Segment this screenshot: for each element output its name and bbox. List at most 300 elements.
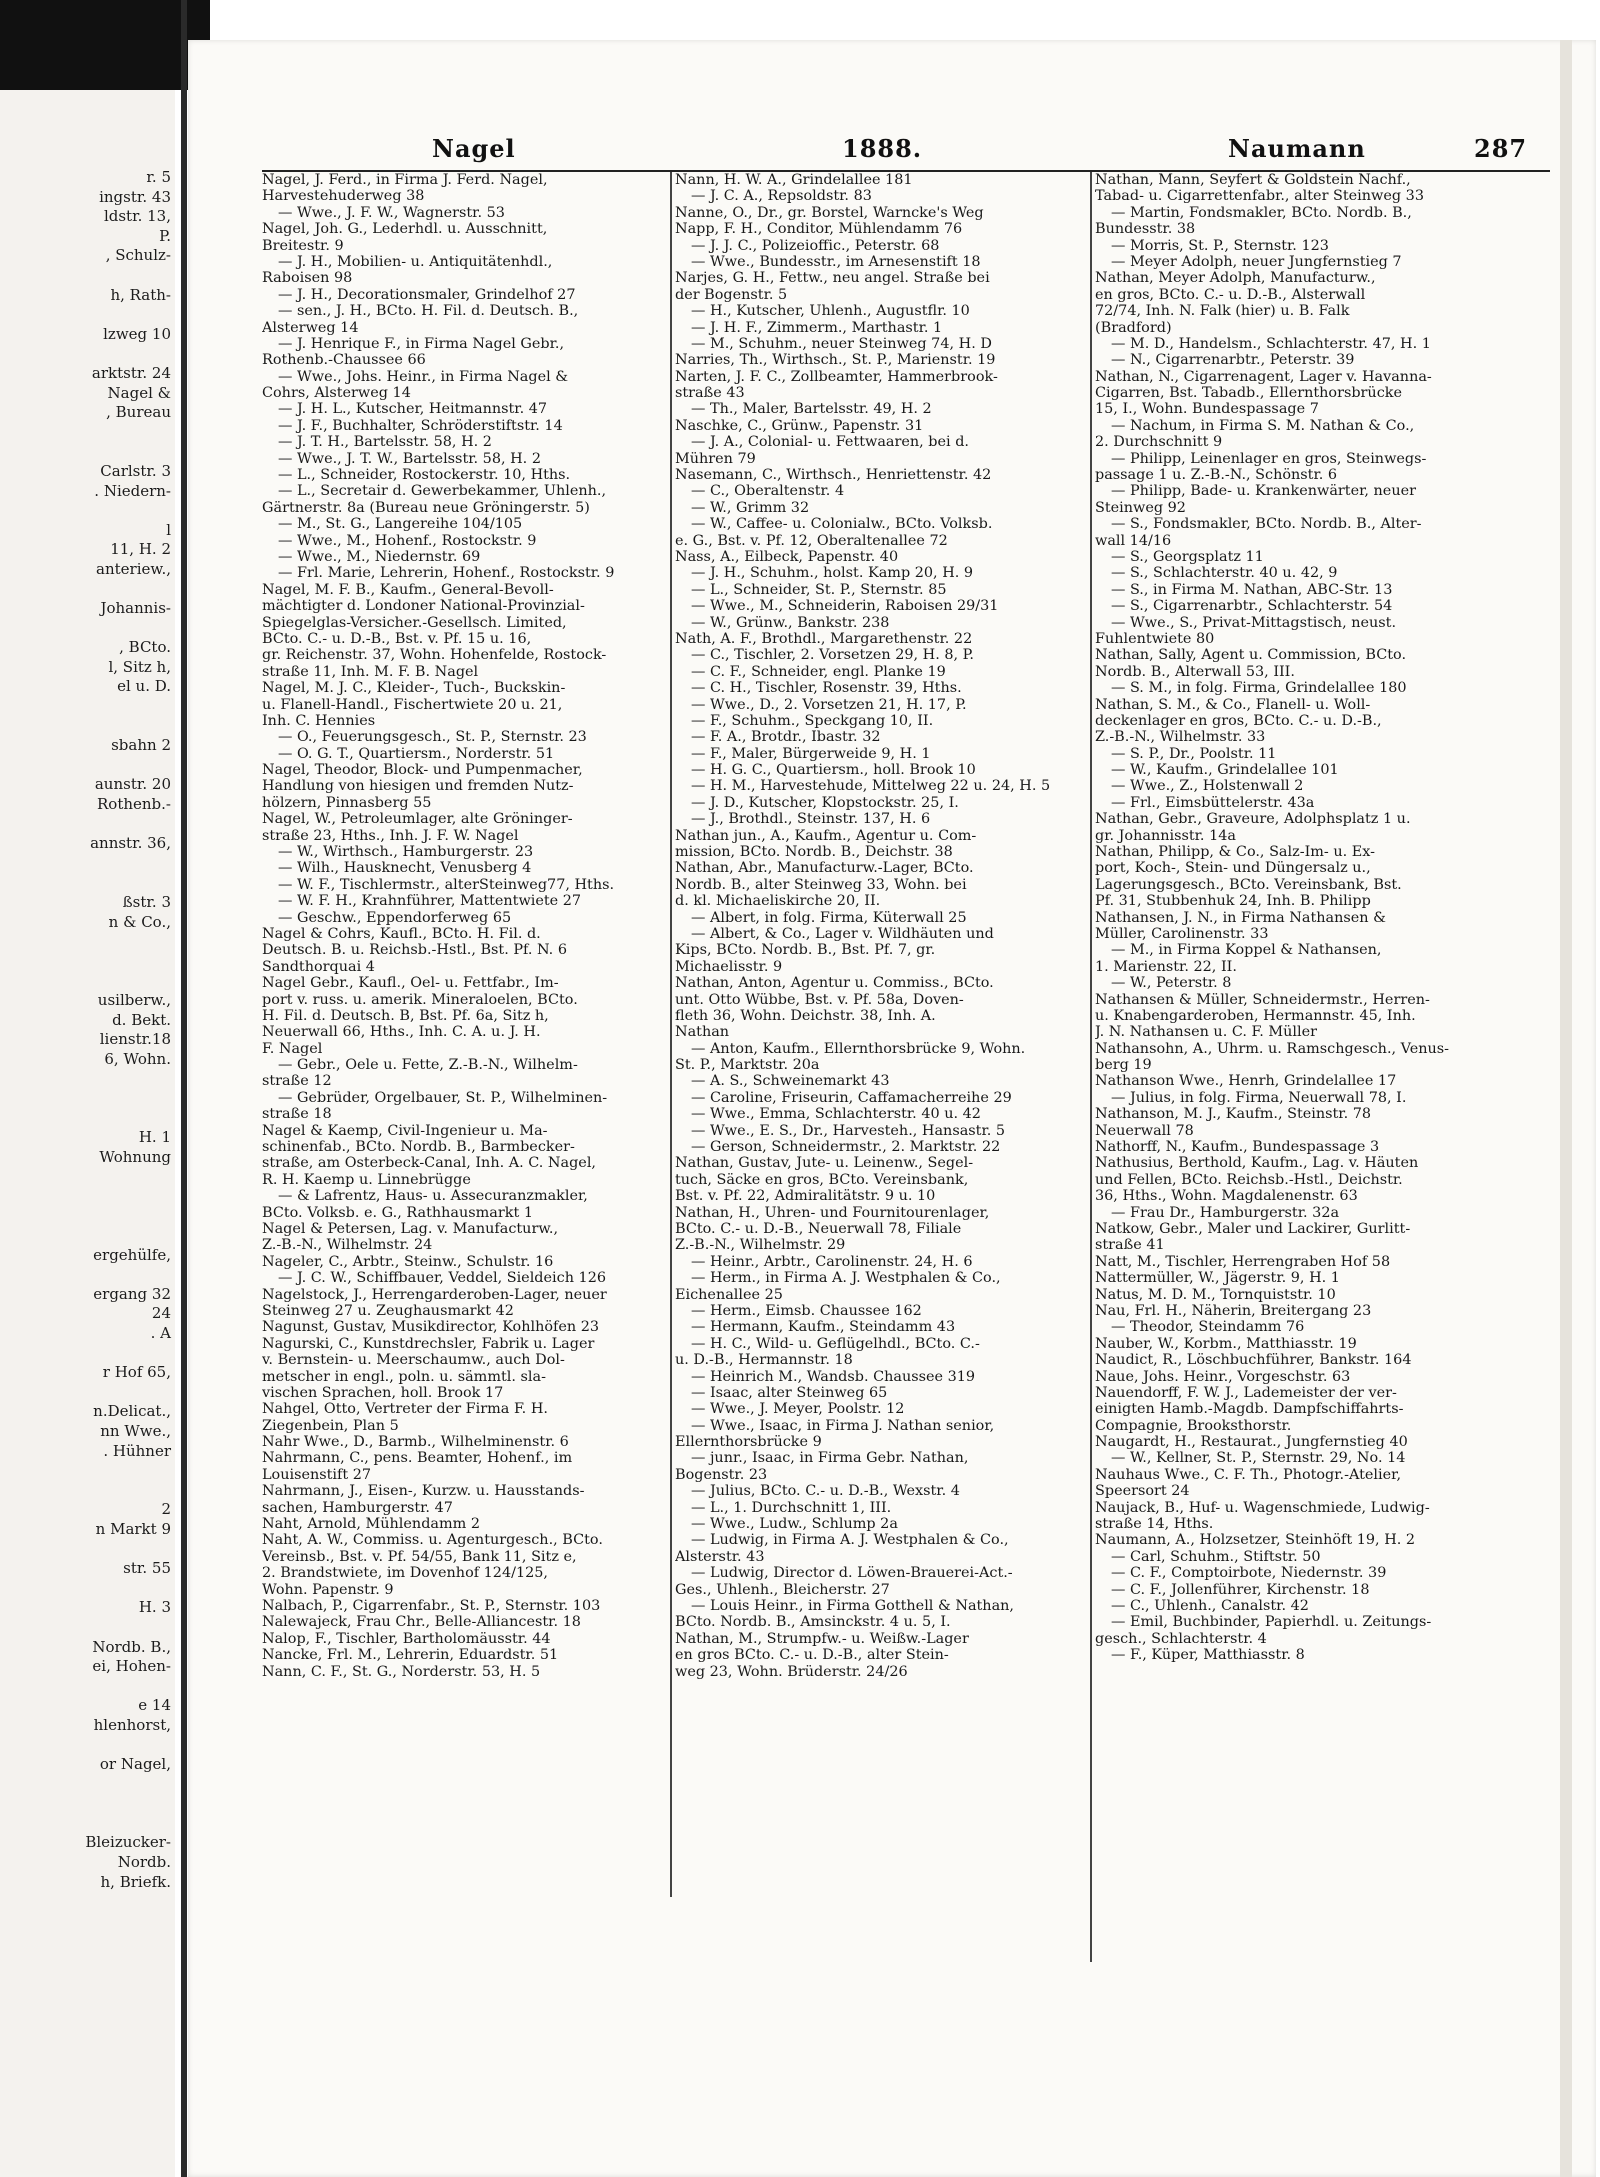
directory-line: — S., Fondsmakler, BCto. Nordb. B., Alter- xyxy=(1111,516,1422,533)
directory-line: Nathanson Wwe., Henrh, Grindelallee 17 xyxy=(1095,1073,1397,1090)
directory-line: BCto. C.- u. D.-B., Bst. v. Pf. 15 u. 16, xyxy=(262,630,532,647)
directory-line: Ges., Uhlenh., Bleicherstr. 27 xyxy=(675,1581,890,1598)
directory-line: Naujack, B., Huf- u. Wagenschmiede, Ludwig- xyxy=(1095,1499,1430,1516)
directory-line: Speersort 24 xyxy=(1095,1483,1190,1500)
directory-line: Lagerungsgesch., BCto. Vereinsbank, Bst. xyxy=(1095,876,1402,893)
directory-line: hölzern, Pinnasberg 55 xyxy=(262,794,432,811)
directory-line: Nalewajeck, Frau Chr., Belle-Alliancestr. 18 xyxy=(262,1614,581,1631)
directory-line: — J. A., Colonial- u. Fettwaaren, bei d. xyxy=(691,434,969,451)
directory-line: Nalop, F., Tischler, Bartholomäusstr. 44 xyxy=(262,1630,551,1647)
directory-line: — Wwe., E. S., Dr., Harvesteh., Hansastr. 5 xyxy=(691,1122,1006,1139)
directory-line: Nathan, Mann, Seyfert & Goldstein Nachf., xyxy=(1095,172,1411,188)
directory-line: Z.-B.-N., Wilhelmstr. 33 xyxy=(1095,729,1266,746)
directory-line: — Wwe., M., Schneiderin, Raboisen 29/31 xyxy=(691,598,999,615)
directory-line: — A. S., Schweinemarkt 43 xyxy=(691,1073,890,1090)
facing-page-fragment: el u. D. xyxy=(117,677,171,696)
directory-line: Nagel, W., Petroleumlager, alte Gröninger- xyxy=(262,811,573,828)
directory-line: Eichenallee 25 xyxy=(675,1286,783,1303)
directory-line: — L., Schneider, Rostockerstr. 10, Hths. xyxy=(278,467,571,484)
directory-line: — Nachum, in Firma S. M. Nathan & Co., xyxy=(1111,417,1415,434)
facing-page-fragment: Rothenb.- xyxy=(97,795,171,813)
directory-line: — F., Schuhm., Speckgang 10, II. xyxy=(691,712,934,729)
directory-line: straße, am Osterbeck-Canal, Inh. A. C. Nagel, xyxy=(262,1155,597,1172)
facing-page-fragment xyxy=(0,1226,175,1246)
directory-line: — Gerson, Schneidermstr., 2. Marktstr. 22 xyxy=(691,1139,1001,1156)
directory-line: Nanne, O., Dr., gr. Borstel, Warncke's Weg xyxy=(675,204,984,221)
directory-line: — W., Kaufm., Grindelallee 101 xyxy=(1111,762,1339,779)
facing-page-fragment xyxy=(0,266,175,286)
directory-line: — F. A., Brotdr., Ibastr. 32 xyxy=(691,729,881,746)
directory-line: Nagel, Joh. G., Lederhdl. u. Ausschnitt, xyxy=(262,221,548,238)
facing-page-fragment xyxy=(0,1677,175,1697)
directory-line: — Frl. Marie, Lehrerin, Hohenf., Rostockstr. 9 xyxy=(278,565,615,582)
directory-line: — J. T. H., Bartelsstr. 58, H. 2 xyxy=(278,434,492,451)
directory-line: BCto. Nordb. B., Amsinckstr. 4 u. 5, I. xyxy=(675,1614,951,1631)
page-right-edge xyxy=(1560,40,1572,2177)
facing-page-fragment: arktstr. 24 xyxy=(91,363,171,382)
directory-line: Naht, A. W., Commiss. u. Agenturgesch., BCto. xyxy=(262,1532,603,1549)
page-number: 287 xyxy=(1474,134,1528,163)
directory-line: Nathan, Philipp, & Co., Salz-Im- u. Ex- xyxy=(1095,844,1375,861)
directory-line: passage 1 u. Z.-B.-N., Schönstr. 6 xyxy=(1095,467,1338,484)
directory-line: gesch., Schlachterstr. 4 xyxy=(1095,1630,1267,1647)
directory-line: straße 43 xyxy=(675,385,745,402)
directory-line: — sen., J. H., BCto. H. Fil. d. Deutsch. B., xyxy=(278,303,579,320)
directory-line: — Martin, Fondsmakler, BCto. Nordb. B., xyxy=(1111,204,1412,221)
facing-page-fragment: aunstr. 20 xyxy=(94,775,171,794)
directory-line: Nauhaus Wwe., C. F. Th., Photogr.-Atelier, xyxy=(1095,1466,1402,1483)
directory-line: — Wwe., D., 2. Vorsetzen 21, H. 17, P. xyxy=(691,696,967,713)
facing-page-strip xyxy=(0,0,175,2177)
facing-page-fragment: . Niedern- xyxy=(94,481,171,500)
directory-line: Breitestr. 9 xyxy=(262,237,344,254)
directory-line: — C., Oberaltenstr. 4 xyxy=(691,483,845,500)
directory-line: Nahrmann, J., Eisen-, Kurzw. u. Hausstands- xyxy=(262,1483,585,1500)
directory-line: Nann, C. F., St. G., Norderstr. 53, H. 5 xyxy=(262,1663,541,1680)
directory-line: — Philipp, Leinenlager en gros, Steinwegs- xyxy=(1111,450,1427,467)
facing-page-fragment: lzweg 10 xyxy=(103,324,171,343)
column-divider-2 xyxy=(1090,172,1092,1962)
facing-page-fragment xyxy=(0,932,175,952)
directory-line: — Albert, in folg. Firma, Küterwall 25 xyxy=(691,909,967,926)
directory-line: — & Lafrentz, Haus- u. Assecuranzmakler, xyxy=(278,1188,588,1205)
facing-page-fragment: nn Wwe., xyxy=(100,1422,171,1440)
directory-line: R. H. Kaemp u. Linnebrügge xyxy=(262,1171,471,1188)
facing-page-fragment: l, Sitz h, xyxy=(108,657,171,676)
facing-page-fragment xyxy=(0,854,175,874)
facing-page-fragment xyxy=(0,1109,175,1129)
directory-line: — C., Uhlenh., Canalstr. 42 xyxy=(1111,1597,1309,1614)
directory-line: Sandthorquai 4 xyxy=(262,958,375,975)
directory-line: Tabad- u. Cigarrettenfabr., alter Steinweg 33 xyxy=(1095,188,1424,205)
directory-line: — Caroline, Friseurin, Caffamacherreihe 29 xyxy=(691,1089,1012,1106)
directory-line: Nagel, M. F. B., Kaufm., General-Bevoll- xyxy=(262,581,554,598)
directory-line: Nagelstock, J., Herrengarderoben-Lager, neuer xyxy=(262,1286,607,1303)
facing-page-fragment xyxy=(0,952,175,972)
directory-line: — J. F., Buchhalter, Schröderstiftstr. 14 xyxy=(278,417,563,434)
directory-line: — Frl., Eimsbüttelerstr. 43a xyxy=(1111,794,1315,811)
directory-line: — Philipp, Bade- u. Krankenwärter, neuer xyxy=(1111,483,1416,500)
facing-page-fragment: Nordb. xyxy=(117,1853,171,1872)
facing-page-fragment: n & Co., xyxy=(108,912,171,931)
facing-page-fragment: 24 xyxy=(151,1304,171,1323)
directory-line: — Herm., in Firma A. J. Westphalen & Co., xyxy=(691,1270,1001,1287)
directory-line: Naudict, R., Löschbuchführer, Bankstr. 164 xyxy=(1095,1352,1412,1369)
facing-page-fragment xyxy=(0,1383,175,1403)
directory-line: port, Koch-, Stein- und Düngersalz u., xyxy=(1095,860,1371,877)
directory-line: — W., Kellner, St. P., Sternstr. 29, No. 14 xyxy=(1111,1450,1406,1467)
facing-page-fragment: usilberw., xyxy=(97,990,171,1009)
book-gutter xyxy=(181,0,187,2177)
facing-page-fragment: Wohnung xyxy=(99,1147,171,1166)
facing-page-fragment xyxy=(0,1794,175,1814)
directory-line: — Julius, BCto. C.- u. D.-B., Wexstr. 4 xyxy=(691,1483,960,1500)
directory-line: Nathanson, M. J., Kaufm., Steinstr. 78 xyxy=(1095,1106,1372,1123)
facing-page-fragment: annstr. 36, xyxy=(90,834,171,853)
directory-line: Nalbach, P., Cigarrenfabr., St. P., Sternstr. 103 xyxy=(262,1597,601,1614)
facing-page-fragment: . Hühner xyxy=(103,1441,171,1460)
directory-line: Nattermüller, W., Jägerstr. 9, H. 1 xyxy=(1095,1270,1340,1287)
facing-page-fragment: r Hof 65, xyxy=(102,1363,171,1382)
directory-line: Compagnie, Brooksthorstr. xyxy=(1095,1417,1292,1434)
directory-line: — L., 1. Durchschnitt 1, III. xyxy=(691,1499,892,1516)
directory-line: Nathansen, J. N., in Firma Nathansen & xyxy=(1095,909,1386,926)
directory-line: — H. M., Harvestehude, Mittelweg 22 u. 24, H. 5 xyxy=(691,778,1051,795)
directory-line: — Wwe., J. T. W., Bartelsstr. 58, H. 2 xyxy=(278,450,541,467)
directory-line: Nathan, Meyer Adolph, Manufacturw., xyxy=(1095,270,1376,287)
directory-line: — J., Brothdl., Steinstr. 137, H. 6 xyxy=(691,811,931,828)
directory-line: Nauendorff, F. W. J., Lademeister der ver- xyxy=(1095,1384,1397,1401)
directory-line: BCto. Volksb. e. G., Rathhausmarkt 1 xyxy=(262,1204,534,1221)
facing-page-fragment xyxy=(0,1089,175,1109)
directory-line: metscher in engl., poln. u. sämmtl. sla- xyxy=(262,1368,546,1385)
directory-line: — S., Cigarrenarbtr., Schlachterstr. 54 xyxy=(1111,598,1393,615)
directory-line: schinenfab., BCto. Nordb. B., Barmbecker- xyxy=(262,1139,575,1156)
directory-line: Napp, F. H., Conditor, Mühlendamm 76 xyxy=(675,221,963,238)
facing-page-fragment xyxy=(0,873,175,893)
directory-line: — H., Kutscher, Uhlenh., Augustflr. 10 xyxy=(691,303,970,320)
directory-line: u. D.-B., Hermannstr. 18 xyxy=(675,1352,853,1369)
directory-column-2 xyxy=(675,172,1095,1680)
directory-line: Nancke, Frl. M., Lehrerin, Eduardstr. 51 xyxy=(262,1647,559,1664)
directory-line: — W., Caffee- u. Colonialw., BCto. Volksb. xyxy=(691,516,993,533)
directory-line: — Ludwig, Director d. Löwen-Brauerei-Act.- xyxy=(691,1565,1013,1582)
directory-line: — Isaac, alter Steinweg 65 xyxy=(691,1384,888,1401)
directory-line: — H. C., Wild- u. Geflügelhdl., BCto. C.- xyxy=(691,1335,980,1352)
facing-page-fragment xyxy=(0,756,175,776)
directory-line: — junr., Isaac, in Firma Gebr. Nathan, xyxy=(691,1450,969,1467)
directory-line: — J. Henrique F., in Firma Nagel Gebr., xyxy=(278,335,565,352)
facing-page-fragment: 11, H. 2 xyxy=(110,540,171,559)
facing-page-fragment: lienstr.18 xyxy=(99,1030,171,1049)
directory-line: Steinweg 92 xyxy=(1095,499,1186,516)
directory-line: Ziegenbein, Plan 5 xyxy=(262,1417,399,1434)
facing-page-fragment xyxy=(0,1540,175,1560)
facing-page-fragment: 6, Wohn. xyxy=(104,1049,171,1068)
facing-page-fragment xyxy=(0,442,175,462)
directory-line: Naumann, A., Holzsetzer, Steinhöft 19, H. 2 xyxy=(1095,1532,1416,1549)
facing-page-fragment xyxy=(0,1775,175,1795)
directory-line: Natt, M., Tischler, Herrengraben Hof 58 xyxy=(1095,1253,1391,1270)
directory-line: Nordb. B., alter Steinweg 33, Wohn. bei xyxy=(675,876,967,893)
directory-line: — W., Peterstr. 8 xyxy=(1111,975,1232,992)
facing-page-fragment: P. xyxy=(159,226,171,245)
directory-line: und Fellen, BCto. Reichsb.-Hstl., Deichstr. xyxy=(1095,1171,1403,1188)
directory-line: — F., Küper, Matthiasstr. 8 xyxy=(1111,1647,1305,1664)
facing-page-fragment xyxy=(0,1069,175,1089)
directory-line: — N., Cigarrenarbtr., Peterstr. 39 xyxy=(1111,352,1355,369)
directory-line: — O., Feuerungsgesch., St. P., Sternstr. 23 xyxy=(278,729,587,746)
directory-line: BCto. C.- u. D.-B., Neuerwall 78, Filiale xyxy=(675,1221,962,1237)
directory-line: — Gebr., Oele u. Fette, Z.-B.-N., Wilhelm- xyxy=(278,1057,578,1074)
facing-page-fragment: str. 55 xyxy=(123,1559,171,1578)
directory-line: Handlung von hiesigen und fremden Nutz- xyxy=(262,778,574,795)
directory-line: u. Flanell-Handl., Fischertwiete 20 u. 21, xyxy=(262,696,563,713)
directory-line: — W., Grünw., Bankstr. 238 xyxy=(691,614,890,631)
facing-page-fragment: ergehülfe, xyxy=(93,1245,171,1264)
directory-line: Nathorff, N., Kaufm., Bundespassage 3 xyxy=(1095,1139,1380,1156)
facing-page-fragment: Johannis- xyxy=(100,599,171,618)
directory-line: en gros BCto. C.- u. D.-B., alter Stein- xyxy=(675,1647,949,1664)
facing-page-fragment xyxy=(0,1618,175,1638)
directory-line: Nahrmann, C., pens. Beamter, Hohenf., im xyxy=(262,1450,573,1467)
facing-page-fragment: ßstr. 3 xyxy=(122,892,171,911)
directory-line: Pf. 31, Stubbenhuk 24, Inh. B. Philipp xyxy=(1095,893,1371,910)
directory-line: Nathansen & Müller, Schneidermstr., Herren- xyxy=(1095,991,1430,1008)
directory-line: Alsterstr. 43 xyxy=(675,1548,765,1565)
directory-line: St. P., Marktstr. 20a xyxy=(675,1057,820,1074)
directory-line: — Th., Maler, Bartelsstr. 49, H. 2 xyxy=(691,401,932,418)
directory-line: — Geschw., Eppendorferweg 65 xyxy=(278,909,512,926)
directory-line: — J. C. A., Repsoldstr. 83 xyxy=(691,188,872,205)
directory-line: — Louis Heinr., in Firma Gotthell & Nathan, xyxy=(691,1597,1015,1614)
facing-page-fragment xyxy=(0,501,175,521)
directory-line: Nathan, N., Cigarrenagent, Lager v. Havanna- xyxy=(1095,368,1432,385)
facing-page-fragment: Nordb. B., xyxy=(92,1637,171,1656)
facing-page-fragment: , Bureau xyxy=(106,403,171,422)
directory-line: — Wwe., Ludw., Schlump 2a xyxy=(691,1516,898,1533)
directory-line: — Wwe., Johs. Heinr., in Firma Nagel & xyxy=(278,368,569,385)
directory-line: — Meyer Adolph, neuer Jungfernstieg 7 xyxy=(1111,253,1402,270)
facing-page-fragments xyxy=(0,168,175,1892)
facing-page-fragment: h, Briefk. xyxy=(100,1872,171,1891)
directory-line: — J. H. L., Kutscher, Heitmannstr. 47 xyxy=(278,401,548,418)
directory-line: — Julius, in folg. Firma, Neuerwall 78, I. xyxy=(1111,1089,1407,1106)
facing-page-fragment: hlenhorst, xyxy=(93,1715,171,1734)
directory-line: — Wilh., Hausknecht, Venusberg 4 xyxy=(278,860,532,877)
directory-line: Nathan, M., Strumpfw.- u. Weißw.-Lager xyxy=(675,1630,969,1647)
directory-line: mächtigter d. Londoner National-Provinzial- xyxy=(262,598,585,615)
directory-line: Müller, Carolinenstr. 33 xyxy=(1095,925,1269,942)
directory-line: Rothenb.-Chaussee 66 xyxy=(262,352,426,369)
directory-line: Nagel, J. Ferd., in Firma J. Ferd. Nagel, xyxy=(262,172,548,188)
directory-line: fleth 36, Wohn. Deichstr. 38, Inh. A. xyxy=(675,1007,936,1024)
directory-line: Natus, M. D. M., Tornquiststr. 10 xyxy=(1095,1286,1336,1303)
facing-page-fragment xyxy=(0,1579,175,1599)
directory-line: Gärtnerstr. 8a (Bureau neue Gröningerstr. 5) xyxy=(262,499,590,516)
directory-line: — J. H., Decorationsmaler, Grindelhof 27 xyxy=(278,286,576,303)
facing-page-fragment: l xyxy=(166,520,171,539)
directory-line: — Wwe., M., Hohenf., Rostockstr. 9 xyxy=(278,532,537,549)
directory-line: — M., in Firma Koppel & Nathansen, xyxy=(1111,942,1382,959)
facing-page-fragment: r. 5 xyxy=(146,168,171,186)
facing-page-fragment: ei, Hohen- xyxy=(92,1657,171,1676)
directory-line: — Albert, & Co., Lager v. Wildhäuten und xyxy=(691,925,994,942)
directory-line: gr. Reichenstr. 37, Wohn. Hohenfelde, Rostock- xyxy=(262,647,607,664)
directory-line: straße 14, Hths. xyxy=(1095,1516,1214,1533)
directory-line: Raboisen 98 xyxy=(262,270,353,287)
directory-line: en gros, BCto. C.- u. D.-B., Alsterwall xyxy=(1095,286,1366,303)
facing-page-fragment xyxy=(0,1167,175,1187)
directory-line: Z.-B.-N., Wilhelmstr. 29 xyxy=(675,1237,846,1254)
directory-line: Nathan, H., Uhren- und Fournitourenlager, xyxy=(675,1204,990,1221)
directory-line: Nath, A. F., Brothdl., Margarethenstr. 22 xyxy=(675,630,973,647)
directory-line: — Wwe., Emma, Schlachterstr. 40 u. 42 xyxy=(691,1106,981,1123)
directory-line: — L., Secretair d. Gewerbekammer, Uhlenh., xyxy=(278,483,607,500)
directory-line: Nahr Wwe., D., Barmb., Wilhelminenstr. 6 xyxy=(262,1434,569,1451)
directory-line: — S. P., Dr., Poolstr. 11 xyxy=(1111,745,1277,762)
facing-page-fragment: Nagel & xyxy=(107,383,171,402)
directory-line: Neuerwall 66, Hths., Inh. C. A. u. J. H. xyxy=(262,1024,541,1041)
directory-line: — M. D., Handelsm., Schlachterstr. 47, H. 1 xyxy=(1111,335,1431,352)
directory-line: Bogenstr. 23 xyxy=(675,1466,768,1483)
facing-page-fragment xyxy=(0,1265,175,1285)
directory-line: — Wwe., S., Privat-Mittagstisch, neust. xyxy=(1111,614,1397,631)
directory-line: deckenlager en gros, BCto. C.- u. D.-B., xyxy=(1095,712,1382,729)
facing-page-fragment xyxy=(0,1461,175,1481)
directory-line: — J. C. W., Schiffbauer, Veddel, Sieldeich 126 xyxy=(278,1270,607,1287)
directory-line: — C. F., Schneider, engl. Planke 19 xyxy=(691,663,946,680)
directory-line: 2. Brandstwiete, im Dovenhof 124/125, xyxy=(262,1565,548,1582)
directory-line: Ellernthorsbrücke 9 xyxy=(675,1434,822,1451)
directory-line: Nann, H. W. A., Grindelallee 181 xyxy=(675,172,913,188)
facing-page-fragment: sbahn 2 xyxy=(111,736,171,755)
directory-line: Nauber, W., Korbm., Matthiasstr. 19 xyxy=(1095,1335,1357,1352)
directory-line: — Hermann, Kaufm., Steindamm 43 xyxy=(691,1319,956,1336)
directory-line: u. Knabengarderoben, Hermannstr. 45, Inh. xyxy=(1095,1007,1416,1024)
facing-page-fragment xyxy=(0,305,175,325)
directory-line: — Wwe., M., Niedernstr. 69 xyxy=(278,548,481,565)
facing-page-fragment xyxy=(0,423,175,443)
directory-line: Naue, Johs. Heinr., Vorgeschstr. 63 xyxy=(1095,1368,1351,1385)
directory-line: — S., Schlachterstr. 40 u. 42, 9 xyxy=(1111,565,1338,582)
directory-line: Nathan, S. M., & Co., Flanell- u. Woll- xyxy=(1095,696,1371,713)
facing-page-fragment: H. 1 xyxy=(138,1128,171,1147)
directory-line: — W. F., Tischlermstr., alterSteinweg77, Hths. xyxy=(278,876,615,893)
directory-line: Alsterweg 14 xyxy=(262,319,359,336)
facing-page-fragment xyxy=(0,1736,175,1756)
directory-line: Narten, J. F. C., Zollbeamter, Hammerbrook- xyxy=(675,368,998,385)
facing-page-fragment: H. 3 xyxy=(138,1598,171,1617)
directory-line: Spiegelglas-Versicher.-Gesellsch. Limited, xyxy=(262,614,567,631)
directory-line: 72/74, Inh. N. Falk (hier) u. B. Falk xyxy=(1095,303,1350,320)
directory-line: d. kl. Michaeliskirche 20, II. xyxy=(675,893,881,910)
directory-line: Nathan jun., A., Kaufm., Agentur u. Com- xyxy=(675,827,977,844)
directory-line: Nathan, Abr., Manufacturw.-Lager, BCto. xyxy=(675,860,974,877)
directory-line: — Carl, Schuhm., Stiftstr. 50 xyxy=(1111,1548,1321,1565)
directory-line: Nagel, M. J. C., Kleider-, Tuch-, Buckskin- xyxy=(262,680,566,697)
directory-line: (Bradford) xyxy=(1095,319,1172,336)
facing-page-fragment xyxy=(0,619,175,639)
directory-line: Nathansohn, A., Uhrm. u. Ramschgesch., Venus- xyxy=(1095,1040,1450,1057)
directory-line: straße 23, Hths., Inh. J. F. W. Nagel xyxy=(262,827,519,844)
directory-line: gr. Johannisstr. 14a xyxy=(1095,827,1236,844)
directory-column-1 xyxy=(262,172,677,1680)
directory-line: Steinweg 27 u. Zeughausmarkt 42 xyxy=(262,1302,514,1319)
facing-page-fragment: n.Delicat., xyxy=(93,1402,171,1421)
directory-line: Vereinsb., Bst. v. Pf. 54/55, Bank 11, Sitz e, xyxy=(262,1548,577,1565)
facing-page-fragment xyxy=(0,697,175,717)
facing-page-fragment: e 14 xyxy=(138,1696,171,1715)
directory-line: 36, Hths., Wohn. Magdalenenstr. 63 xyxy=(1095,1188,1358,1205)
directory-line: — Wwe., J. F. W., Wagnerstr. 53 xyxy=(278,204,505,221)
facing-page-fragment xyxy=(0,1206,175,1226)
directory-line: Wohn. Papenstr. 9 xyxy=(262,1581,394,1598)
directory-line: — Herm., Eimsb. Chaussee 162 xyxy=(691,1302,922,1319)
facing-page-fragment: 2 xyxy=(161,1500,171,1519)
directory-line: Cigarren, Bst. Tabadb., Ellernthorsbrücke xyxy=(1095,385,1402,402)
directory-line: Kips, BCto. Nordb. B., Bst. Pf. 7, gr. xyxy=(675,942,936,959)
facing-page-fragment: Bleizucker- xyxy=(85,1833,171,1852)
directory-line: Nathan, Anton, Agentur u. Commiss., BCto. xyxy=(675,975,994,992)
directory-line: Natkow, Gebr., Maler und Lackirer, Gurlitt- xyxy=(1095,1221,1411,1237)
directory-line: tuch, Säcke en gros, BCto. Vereinsbank, xyxy=(675,1171,969,1188)
directory-line: — Wwe., Isaac, in Firma J. Nathan senior, xyxy=(691,1417,995,1434)
directory-line: Nagel Gebr., Kaufl., Oel- u. Fettfabr., Im- xyxy=(262,975,559,992)
directory-line: — Morris, St. P., Sternstr. 123 xyxy=(1111,237,1329,254)
directory-line: — S. M., in folg. Firma, Grindelallee 180 xyxy=(1111,680,1407,697)
facing-page-fragment xyxy=(0,1344,175,1364)
directory-line: Nathusius, Berthold, Kaufm., Lag. v. Häuten xyxy=(1095,1155,1419,1172)
facing-page-fragment: Carlstr. 3 xyxy=(100,461,171,480)
facing-page-fragment xyxy=(0,1481,175,1501)
directory-line: — S., Georgsplatz 11 xyxy=(1111,548,1264,565)
directory-line: Bundesstr. 38 xyxy=(1095,221,1196,238)
directory-column-3 xyxy=(1095,172,1535,1664)
facing-page-fragment: anteriew., xyxy=(96,559,171,578)
directory-line: — W. F. H., Krahnführer, Mattentwiete 27 xyxy=(278,893,582,910)
directory-line: straße 12 xyxy=(262,1073,332,1090)
column-divider-1 xyxy=(670,172,672,1897)
directory-line: F. Nagel xyxy=(262,1040,323,1057)
directory-line: v. Bernstein- u. Meerschaumw., auch Dol- xyxy=(262,1352,565,1369)
directory-line: Deutsch. B. u. Reichsb.-Hstl., Bst. Pf. N. 6 xyxy=(262,942,567,959)
facing-page-fragment: . A xyxy=(150,1324,171,1343)
facing-page-fragment: ldstr. 13, xyxy=(103,207,171,226)
facing-page-fragment: ingstr. 43 xyxy=(99,187,171,206)
directory-line: Fuhlentwiete 80 xyxy=(1095,630,1215,647)
running-head-left: Nagel xyxy=(432,134,516,163)
directory-line: 15, I., Wohn. Bundespassage 7 xyxy=(1095,401,1319,418)
directory-line: Nordb. B., Alterwall 53, III. xyxy=(1095,663,1295,680)
directory-line: Narjes, G. H., Fettw., neu angel. Straße bei xyxy=(675,270,990,287)
directory-line: — J. H., Mobilien- u. Antiquitätenhdl., xyxy=(278,253,553,270)
directory-line: unt. Otto Wübbe, Bst. v. Pf. 58a, Doven- xyxy=(675,991,964,1008)
facing-page-fragment: , Schulz- xyxy=(105,246,171,265)
directory-line: — M., St. G., Langereihe 104/105 xyxy=(278,516,523,533)
directory-line: — O. G. T., Quartiersm., Norderstr. 51 xyxy=(278,745,555,762)
directory-line: Neuerwall 78 xyxy=(1095,1122,1194,1139)
directory-line: der Bogenstr. 5 xyxy=(675,286,788,303)
directory-line: sachen, Hamburgerstr. 47 xyxy=(262,1499,453,1516)
directory-line: Nagel & Cohrs, Kaufl., BCto. H. Fil. d. xyxy=(262,925,541,942)
directory-line: — C. F., Jollenführer, Kirchenstr. 18 xyxy=(1111,1581,1370,1598)
directory-line: J. N. Nathansen u. C. F. Müller xyxy=(1095,1024,1317,1041)
directory-line: Cohrs, Alsterweg 14 xyxy=(262,385,411,402)
directory-line: Bst. v. Pf. 22, Admiralitätstr. 9 u. 10 xyxy=(675,1188,936,1205)
directory-line: weg 23, Wohn. Brüderstr. 24/26 xyxy=(675,1663,908,1680)
directory-line: Naugardt, H., Restaurat., Jungfernstieg 40 xyxy=(1095,1434,1408,1451)
